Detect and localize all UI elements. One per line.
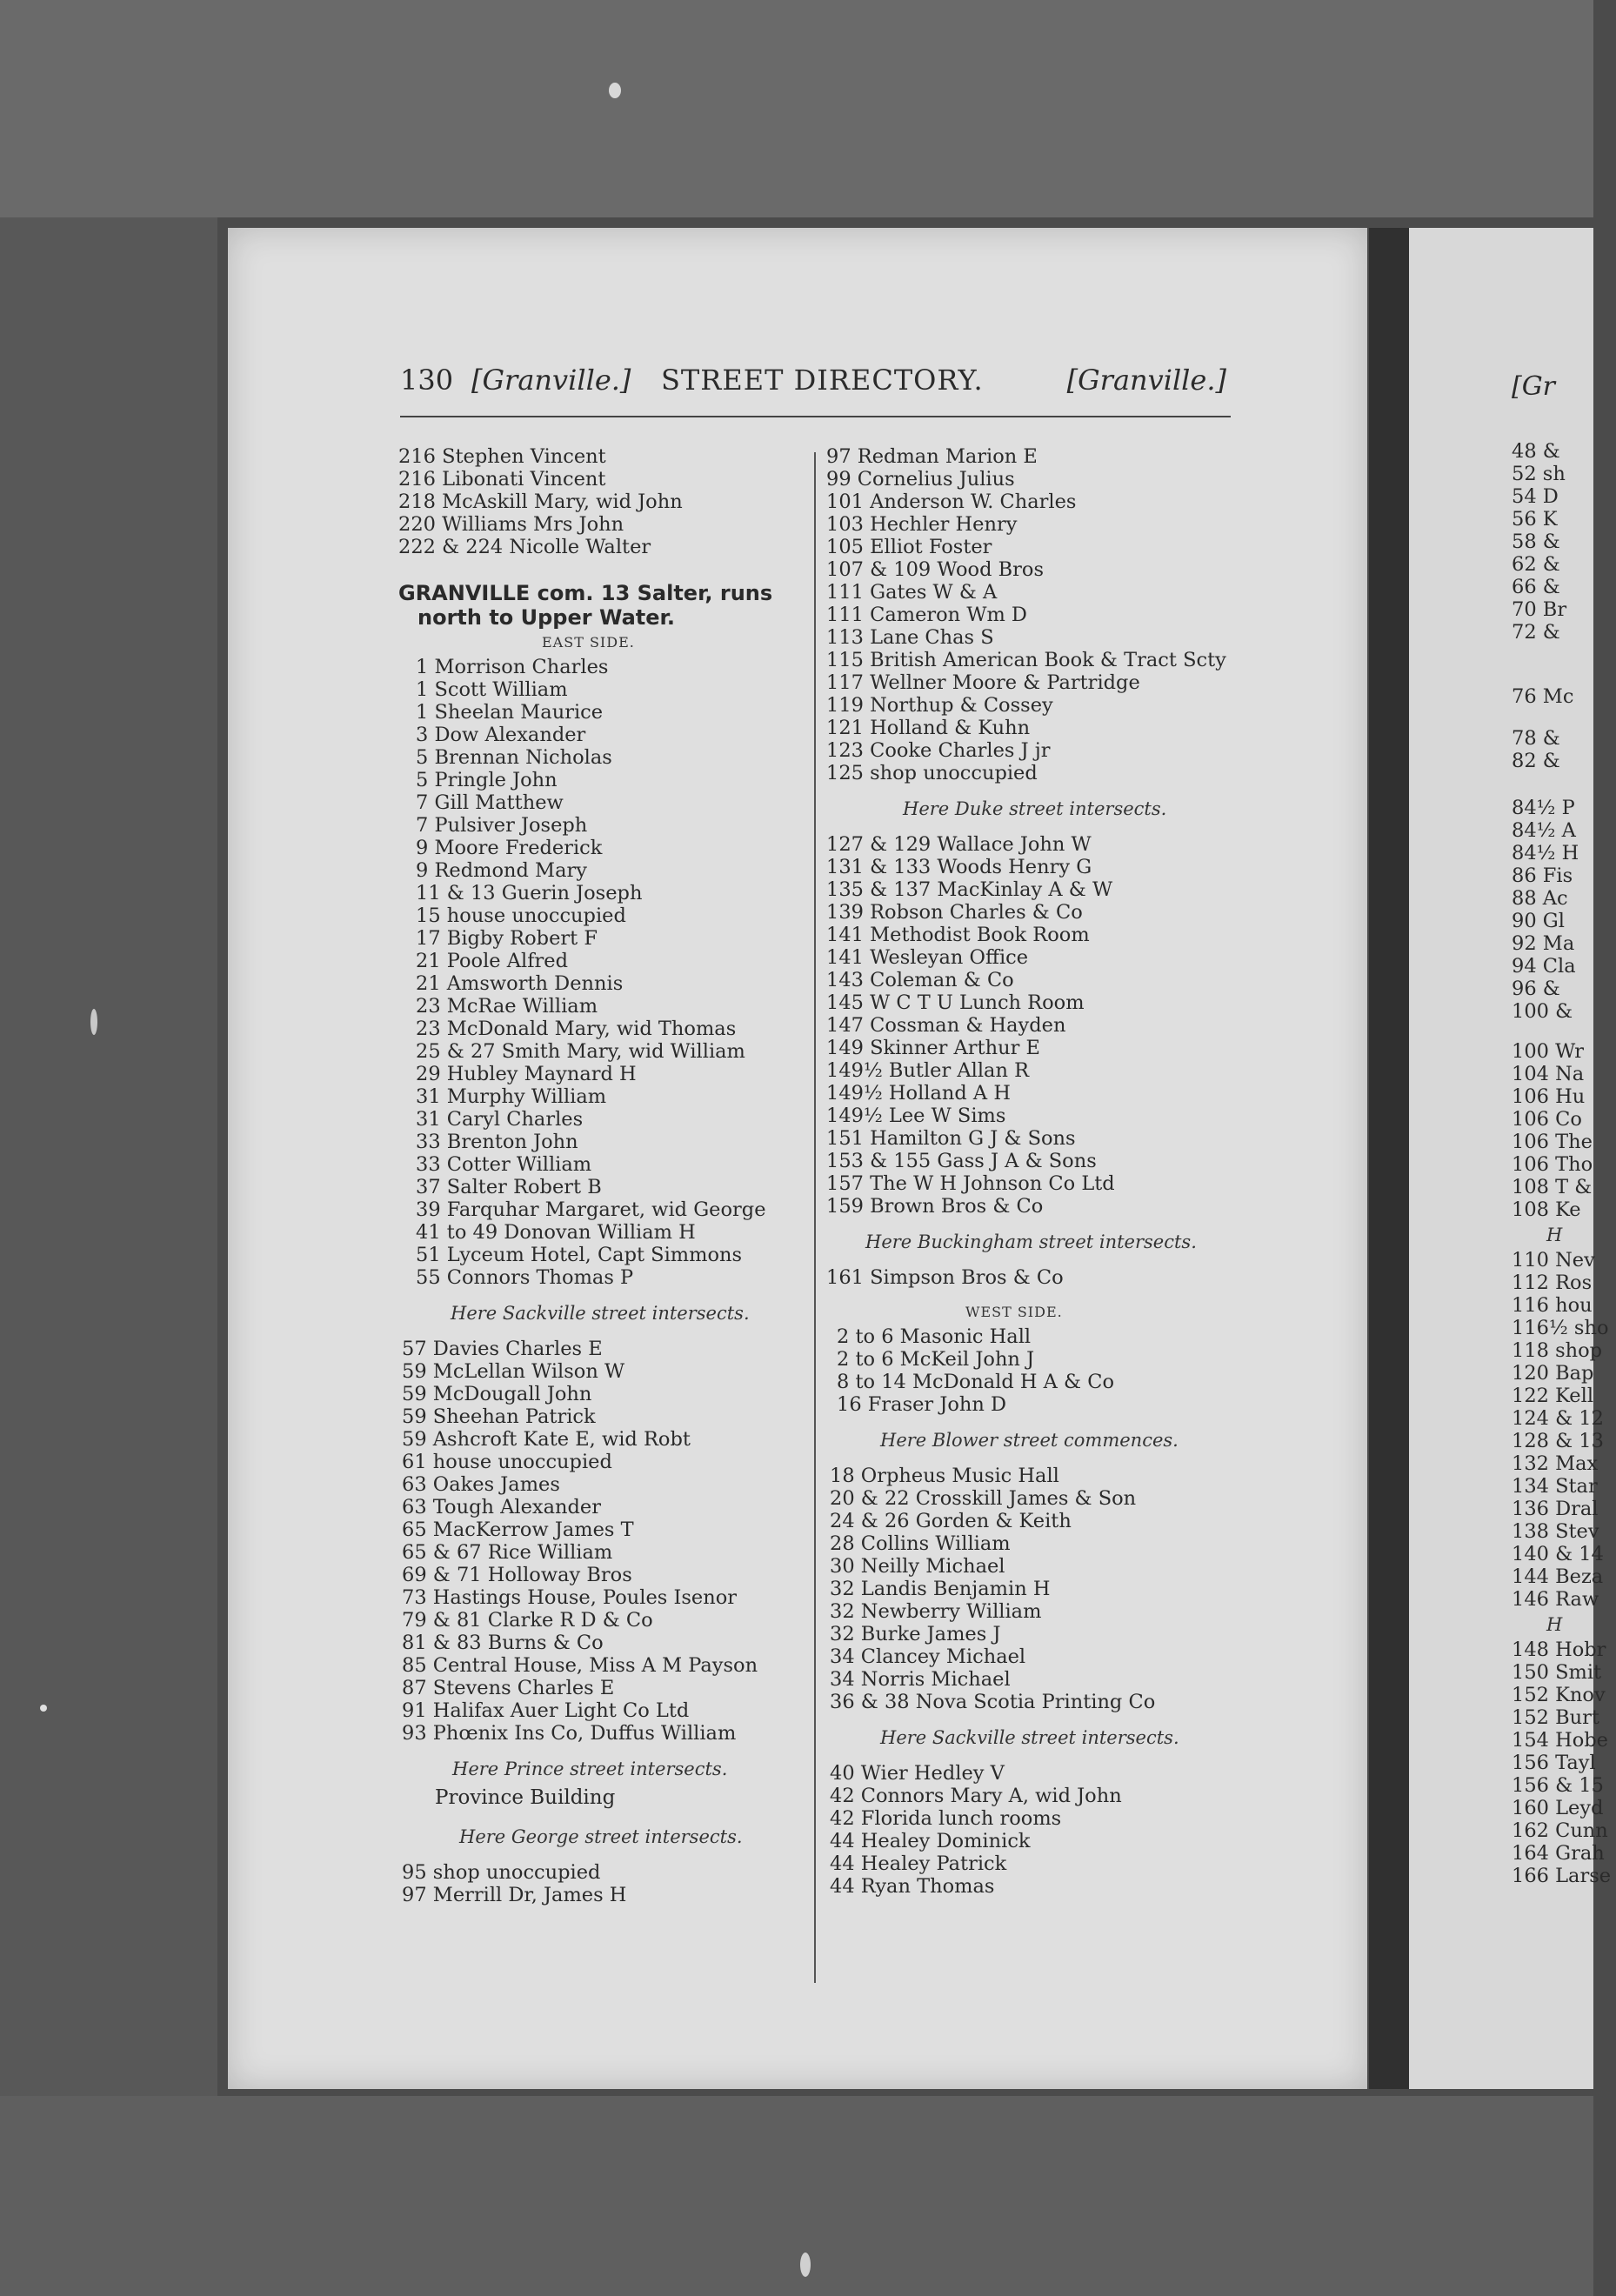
entry-list (398, 1861, 807, 1906)
directory-entry: 116 hou (1512, 1294, 1593, 1317)
film-border-left (0, 217, 217, 2296)
directory-entry: 120 Bap (1512, 1362, 1594, 1385)
spacer (398, 1851, 807, 1861)
directory-entry: 32 Landis Benjamin H (830, 1578, 1051, 1600)
directory-entry: 37 Salter Robert B (416, 1176, 602, 1198)
film-speck (40, 1705, 47, 1712)
directory-entry: 105 Elliot Foster (826, 536, 992, 558)
directory-entry: 62 & (1512, 553, 1560, 576)
intersection-note: Here Buckingham street intersects. (865, 1231, 1197, 1252)
page-header (400, 364, 1226, 404)
directory-entry: 11 & 13 Guerin Joseph (416, 882, 643, 904)
intersection-note: Here George street intersects. (459, 1826, 743, 1847)
entry-list (1512, 727, 1616, 772)
directory-entry: 123 Cooke Charles J jr (826, 739, 1051, 762)
intersection-note: Here Duke street intersects. (903, 798, 1167, 819)
spacer (826, 1256, 1313, 1266)
intersection-note: Here Blower street commences. (880, 1430, 1179, 1451)
directory-entry: 23 McRae William (416, 995, 598, 1018)
spacer (826, 1752, 1313, 1762)
directory-entry: 18 Orpheus Music Hall (830, 1465, 1059, 1487)
page-gutter (1369, 228, 1409, 2089)
directory-entry: 134 Star (1512, 1475, 1598, 1498)
entry-list (1512, 440, 1616, 644)
directory-entry: 72 & (1512, 621, 1560, 644)
column-left (398, 445, 807, 1906)
directory-entry: 104 Na (1512, 1063, 1585, 1085)
directory-entry: 48 & (1512, 440, 1560, 463)
directory-entry: 86 Fis (1512, 864, 1573, 887)
directory-entry: 36 & 38 Nova Scotia Printing Co (830, 1691, 1156, 1713)
directory-entry: 59 Sheehan Patrick (402, 1405, 596, 1428)
spacer (1512, 644, 1616, 685)
header-left-label: [Granville.] (471, 364, 631, 397)
directory-entry: 122 Kell (1512, 1385, 1594, 1407)
directory-entry: 70 Br (1512, 598, 1567, 621)
directory-entry: 20 & 22 Crosskill James & Son (830, 1487, 1137, 1510)
directory-entry: 103 Hechler Henry (826, 513, 1018, 536)
directory-entry: 119 Northup & Cossey (826, 694, 1053, 717)
directory-entry: 128 & 13 (1512, 1430, 1604, 1452)
directory-entry: 44 Healey Patrick (830, 1852, 1007, 1875)
street-heading-line2: north to Upper Water. (417, 605, 676, 630)
next-page-header: [Gr (1512, 371, 1556, 402)
directory-entry: 5 Pringle John (416, 769, 558, 791)
directory-entry: 52 sh (1512, 463, 1566, 485)
directory-entry: 28 Collins William (830, 1532, 1011, 1555)
east-side-label: EAST SIDE. (542, 634, 635, 651)
directory-entry: 79 & 81 Clarke R D & Co (402, 1609, 653, 1632)
directory-entry: 7 Pulsiver Joseph (416, 814, 588, 837)
directory-entry: 141 Methodist Book Room (826, 924, 1090, 946)
directory-entry: 113 Lane Chas S (826, 626, 994, 649)
directory-entry: 96 & (1512, 978, 1560, 1000)
directory-entry: 136 Dral (1512, 1498, 1599, 1520)
directory-entry: 148 Hobr (1512, 1639, 1606, 1661)
directory-entry: 95 shop unoccupied (402, 1861, 601, 1884)
directory-entry: 110 Nev (1512, 1249, 1595, 1271)
spacer (826, 1416, 1313, 1426)
directory-entry: 73 Hastings House, Poules Isenor (402, 1586, 738, 1609)
directory-entry: 5 Brennan Nicholas (416, 746, 612, 769)
directory-entry: 116½ sho (1512, 1317, 1609, 1339)
directory-entry: 78 & (1512, 727, 1560, 750)
header-right-label: [Granville.] (1066, 364, 1226, 397)
entry-list (1512, 1040, 1616, 1221)
directory-entry: 149½ Butler Allan R (826, 1059, 1030, 1082)
directory-entry: 39 Farquhar Margaret, wid George (416, 1198, 766, 1221)
directory-entry: 84½ A (1512, 819, 1576, 842)
spacer (1512, 1023, 1616, 1040)
directory-entry: 56 K (1512, 508, 1558, 531)
directory-entry: 112 Ros (1512, 1271, 1593, 1294)
spacer (1512, 772, 1616, 797)
directory-entry: 33 Cotter William (416, 1153, 592, 1176)
directory-entry: 222 & 224 Nicolle Walter (398, 536, 651, 558)
directory-entry: 135 & 137 MacKinlay A & W (826, 878, 1113, 901)
spacer (398, 1289, 807, 1299)
west-side-label: WEST SIDE. (965, 1304, 1063, 1320)
directory-entry: 121 Holland & Kuhn (826, 717, 1031, 739)
directory-entry: 8 to 14 McDonald H A & Co (837, 1371, 1114, 1393)
directory-entry: 127 & 129 Wallace John W (826, 833, 1092, 856)
column-right (826, 445, 1313, 1898)
intersection-note: H (1546, 1614, 1563, 1635)
directory-entry: 61 house unoccupied (402, 1451, 612, 1473)
page-number: 130 (400, 364, 454, 397)
directory-entry: 42 Connors Mary A, wid John (830, 1785, 1122, 1807)
directory-entry: 216 Stephen Vincent (398, 445, 606, 468)
spacer (826, 1454, 1313, 1465)
intersection-note: Here Sackville street intersects. (880, 1727, 1179, 1748)
directory-entry: 108 T & (1512, 1176, 1593, 1198)
directory-entry: 2 to 6 McKeil John J (837, 1348, 1035, 1371)
directory-entry: 132 Max (1512, 1452, 1599, 1475)
directory-entry: 29 Hubley Maynard H (416, 1063, 637, 1085)
directory-entry: 58 & (1512, 531, 1560, 553)
province-building: Province Building (435, 1786, 616, 1809)
directory-entry: 63 Tough Alexander (402, 1496, 601, 1518)
directory-entry: 147 Cossman & Hayden (826, 1014, 1066, 1037)
directory-entry: 25 & 27 Smith Mary, wid William (416, 1040, 745, 1063)
directory-entry: 92 Ma (1512, 932, 1575, 955)
directory-entry: 24 & 26 Gorden & Keith (830, 1510, 1072, 1532)
directory-entry: 108 Ke (1512, 1198, 1581, 1221)
directory-entry: 59 McLellan Wilson W (402, 1360, 625, 1383)
spacer (826, 1289, 1313, 1299)
directory-entry: 106 The (1512, 1131, 1593, 1153)
directory-entry: 107 & 109 Wood Bros (826, 558, 1045, 581)
directory-entry: 54 D (1512, 485, 1559, 508)
directory-entry: 88 Ac (1512, 887, 1568, 910)
directory-entry: 100 & (1512, 1000, 1573, 1023)
spacer (398, 1812, 807, 1823)
directory-entry: 140 & 14 (1512, 1543, 1604, 1565)
directory-entry: 3 Dow Alexander (416, 724, 586, 746)
directory-entry: 144 Beza (1512, 1565, 1604, 1588)
directory-entry: 23 McDonald Mary, wid Thomas (416, 1018, 737, 1040)
directory-entry: 154 Hobe (1512, 1729, 1608, 1752)
directory-entry: 156 & 15 (1512, 1774, 1604, 1797)
directory-entry: 106 Tho (1512, 1153, 1593, 1176)
entry-list (1512, 1639, 1616, 1887)
directory-entry: 141 Wesleyan Office (826, 946, 1029, 969)
directory-entry: 76 Mc (1512, 685, 1574, 708)
entry-list (1512, 797, 1616, 1023)
directory-entry: 9 Redmond Mary (416, 859, 587, 882)
directory-entry: 21 Poole Alfred (416, 950, 569, 972)
directory-entry: 69 & 71 Holloway Bros (402, 1564, 632, 1586)
directory-entry: 15 house unoccupied (416, 904, 626, 927)
directory-entry: 161 Simpson Bros & Co (826, 1266, 1064, 1289)
directory-entry: 55 Connors Thomas P (416, 1266, 634, 1289)
directory-entry: 57 Davies Charles E (402, 1338, 603, 1360)
entry-list (398, 445, 807, 558)
directory-entry: 216 Libonati Vincent (398, 468, 606, 491)
directory-entry: 153 & 155 Gass J A & Sons (826, 1150, 1097, 1172)
directory-entry: 33 Brenton John (416, 1131, 578, 1153)
directory-entry: 149 Skinner Arthur E (826, 1037, 1040, 1059)
directory-entry: 90 Gl (1512, 910, 1565, 932)
directory-entry: 156 Tayl (1512, 1752, 1596, 1774)
entry-list (826, 1465, 1313, 1713)
entry-list (826, 445, 1313, 784)
directory-entry: 152 Burt (1512, 1706, 1599, 1729)
directory-entry: 59 McDougall John (402, 1383, 592, 1405)
entry-list (1512, 685, 1616, 708)
directory-entry: 7 Gill Matthew (416, 791, 564, 814)
directory-entry: 160 Leyd (1512, 1797, 1604, 1819)
directory-entry: 111 Cameron Wm D (826, 604, 1027, 626)
directory-entry: 220 Williams Mrs John (398, 513, 624, 536)
directory-entry: 125 shop unoccupied (826, 762, 1038, 784)
directory-entry: 97 Merrill Dr, James H (402, 1884, 627, 1906)
spacer (826, 784, 1313, 795)
directory-entry: 93 Phœnix Ins Co, Duffus William (402, 1722, 737, 1745)
directory-entry: 143 Coleman & Co (826, 969, 1014, 991)
directory-entry: 34 Clancey Michael (830, 1645, 1026, 1668)
spacer (1512, 407, 1616, 440)
directory-entry: 166 Larse (1512, 1865, 1612, 1887)
directory-entry: 31 Murphy William (416, 1085, 607, 1108)
directory-entry: 66 & (1512, 576, 1560, 598)
directory-entry: 162 Cunn (1512, 1819, 1608, 1842)
directory-entry: 32 Newberry William (830, 1600, 1042, 1623)
entry-list (826, 1325, 1313, 1416)
directory-entry: 146 Raw (1512, 1588, 1599, 1611)
directory-entry: 106 Co (1512, 1108, 1582, 1131)
next-page-column (1512, 367, 1616, 1887)
intersection-note: H (1546, 1225, 1563, 1245)
directory-entry: 40 Wier Hedley V (830, 1762, 1005, 1785)
directory-entry: 149½ Lee W Sims (826, 1105, 1006, 1127)
directory-entry: 32 Burke James J (830, 1623, 1001, 1645)
spacer (1512, 708, 1616, 727)
entry-list (826, 1762, 1313, 1898)
film-border-top (0, 0, 1593, 217)
entry-list (1512, 1249, 1616, 1611)
directory-entry: 139 Robson Charles & Co (826, 901, 1083, 924)
directory-entry: 1 Morrison Charles (416, 656, 609, 678)
directory-entry: 63 Oakes James (402, 1473, 560, 1496)
directory-entry: 9 Moore Frederick (416, 837, 603, 859)
directory-entry: 30 Neilly Michael (830, 1555, 1005, 1578)
directory-entry: 117 Wellner Moore & Partridge (826, 671, 1140, 694)
directory-entry: 91 Halifax Auer Light Co Ltd (402, 1699, 690, 1722)
directory-entry: 81 & 83 Burns & Co (402, 1632, 604, 1654)
directory-entry: 21 Amsworth Dennis (416, 972, 624, 995)
directory-entry: 65 & 67 Rice William (402, 1541, 613, 1564)
spacer (826, 1218, 1313, 1228)
directory-entry: 31 Caryl Charles (416, 1108, 584, 1131)
directory-entry: 44 Ryan Thomas (830, 1875, 995, 1898)
directory-entry: 151 Hamilton G J & Sons (826, 1127, 1076, 1150)
directory-entry: 118 shop (1512, 1339, 1603, 1362)
directory-entry: 157 The W H Johnson Co Ltd (826, 1172, 1115, 1195)
directory-entry: 138 Stev (1512, 1520, 1599, 1543)
film-border-bottom (0, 2096, 1593, 2296)
directory-entry: 100 Wr (1512, 1040, 1584, 1063)
directory-entry: 115 British American Book & Tract Scty (826, 649, 1226, 671)
film-speck (800, 2253, 811, 2277)
directory-entry: 85 Central House, Miss A M Payson (402, 1654, 758, 1677)
film-speck (609, 83, 621, 98)
directory-entry: 34 Norris Michael (830, 1668, 1011, 1691)
directory-entry: 97 Redman Marion E (826, 445, 1038, 468)
directory-entry: 82 & (1512, 750, 1560, 772)
column-divider (814, 452, 816, 1983)
directory-entry: 42 Florida lunch rooms (830, 1807, 1062, 1830)
film-speck (90, 1009, 97, 1035)
directory-entry: 164 Grah (1512, 1842, 1605, 1865)
spacer (826, 1713, 1313, 1724)
spacer (826, 823, 1313, 833)
directory-entry: 1 Sheelan Maurice (416, 701, 604, 724)
directory-entry: 131 & 133 Woods Henry G (826, 856, 1092, 878)
directory-entry: 124 & 12 (1512, 1407, 1604, 1430)
directory-entry: 159 Brown Bros & Co (826, 1195, 1044, 1218)
directory-entry: 84½ H (1512, 842, 1579, 864)
directory-entry: 41 to 49 Donovan William H (416, 1221, 696, 1244)
directory-entry: 2 to 6 Masonic Hall (837, 1325, 1032, 1348)
street-heading-line1: GRANVILLE com. 13 Salter, runs (398, 581, 773, 605)
directory-entry: 149½ Holland A H (826, 1082, 1011, 1105)
entry-list (398, 1338, 807, 1745)
directory-entry: 111 Gates W & A (826, 581, 998, 604)
directory-entry: 16 Fraser John D (837, 1393, 1007, 1416)
spacer (398, 1745, 807, 1755)
directory-entry: 99 Cornelius Julius (826, 468, 1015, 491)
directory-entry: 1 Scott William (416, 678, 568, 701)
entry-list (398, 656, 807, 1289)
spacer (398, 1327, 807, 1338)
directory-entry: 94 Cla (1512, 955, 1576, 978)
header-rule (400, 416, 1231, 417)
directory-entry: 65 MacKerrow James T (402, 1518, 634, 1541)
spacer (398, 558, 807, 581)
directory-entry: 106 Hu (1512, 1085, 1586, 1108)
directory-entry: 152 Knov (1512, 1684, 1606, 1706)
directory-entry: 87 Stevens Charles E (402, 1677, 615, 1699)
entry-list (826, 833, 1313, 1218)
directory-entry: 101 Anderson W. Charles (826, 491, 1077, 513)
page-title: STREET DIRECTORY. (661, 364, 984, 397)
directory-entry: 17 Bigby Robert F (416, 927, 598, 950)
directory-entry: 51 Lyceum Hotel, Capt Simmons (416, 1244, 743, 1266)
intersection-note: Here Prince street intersects. (452, 1759, 728, 1779)
directory-entry: 218 McAskill Mary, wid John (398, 491, 683, 513)
directory-entry: 150 Smit (1512, 1661, 1602, 1684)
directory-entry: 145 W C T U Lunch Room (826, 991, 1085, 1014)
intersection-note: Here Sackville street intersects. (451, 1303, 750, 1324)
directory-entry: 44 Healey Dominick (830, 1830, 1031, 1852)
directory-entry: 59 Ashcroft Kate E, wid Robt (402, 1428, 691, 1451)
directory-entry: 84½ P (1512, 797, 1575, 819)
